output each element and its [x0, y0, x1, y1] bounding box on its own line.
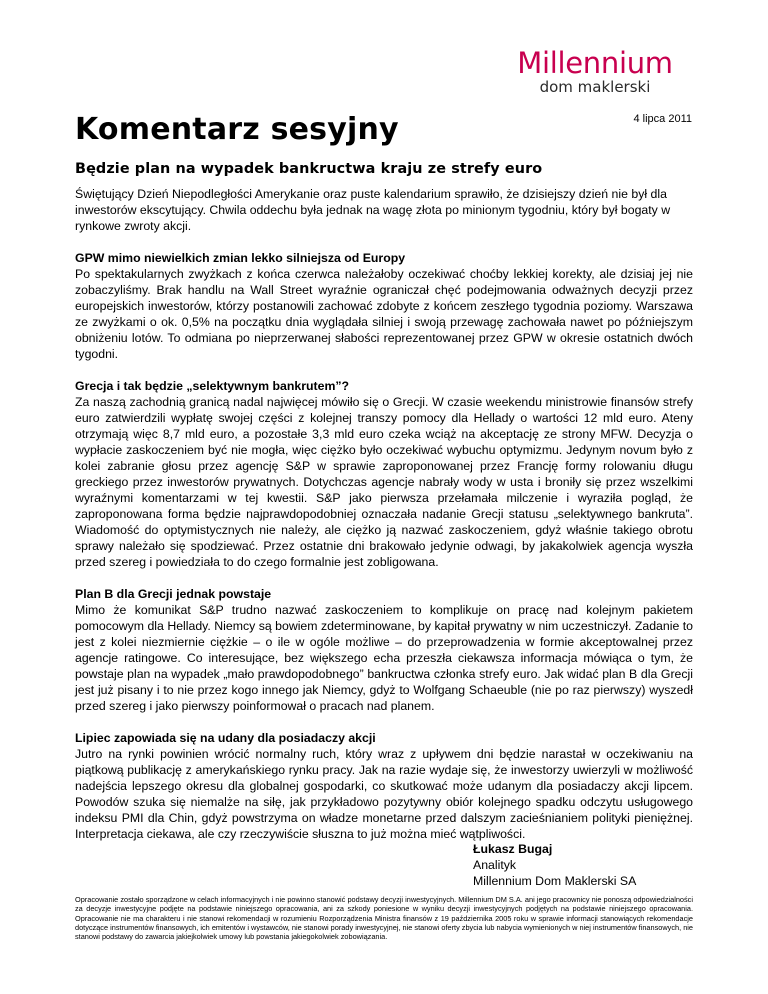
- document-title: Komentarz sesyjny: [75, 112, 399, 147]
- intro-paragraph: Świętujący Dzień Niepodległości Amerykanie oraz puste kalendarium sprawiło, że dzisiejszy dzień nie był dla inwestorów ekscytujący. Chwila oddechu była jednak na wagę złota po minionym tygodniu, który był bogaty w rynkowe zwroty akcji.: [75, 187, 671, 233]
- section-heading: Plan B dla Grecji jednak powstaje: [75, 587, 272, 601]
- brand-name: Millennium: [517, 46, 673, 80]
- section-paragraph: Mimo że komunikat S&P trudno nazwać zaskoczeniem to komplikuje on pracę nad kolejnym pakietem pomocowym dla Hellady. Niemcy są bowiem zdeterminowane, by kapitał prywatny w nim uczestniczył. Zadanie to jest z kolei niezmiernie ciężkie – o ile w ogóle możliwe – do przeprowadzenia w formie akceptowalnej przez agencje ratingowe. Co interesujące, bez większego echa przeszła ciekawsza informacja mówiąca o tym, że powstaje plan na wypadek „mało prawdopodobnego” bankructwa członka strefy euro. Jak widać plan B dla Grecji jest już pisany i to nie przez kogo innego jak Niemcy, gdyż to Wolfgang Schaeuble (nie po raz pierwszy) wyszedł przed szereg i jako pierwszy poinformował o pracach nad planem.: [75, 603, 693, 713]
- author-role: Analityk: [473, 858, 517, 872]
- brand-logo: [506, 48, 684, 96]
- author-signature: [473, 841, 636, 889]
- brand-subtitle: dom maklerski: [539, 78, 651, 96]
- section-plan-b: [75, 586, 693, 714]
- section-paragraph: Za naszą zachodnią granicą nadal najwięcej mówiło się o Grecji. W czasie weekendu ministrowie finansów strefy euro zatwierdzili wypłatę swojej części z kolejnej transzy pomocy dla Hellady o wartości 12 mld euro. Ateny otrzymają więc 8,7 mld euro, a pozostałe 3,3 mld euro czeka wciąż na akceptację ze strony MFW. Decyzja o wypłacie zaskoczeniem być nie mogła, więc ciężko było oczekiwać wybuchu optymizmu. Jedynym novum było z kolei zabranie głosu przez agencję S&P w sprawie zaproponowanej przez Francję formy rolowaniu długu greckiego przez inwestorów prywatnych. Dotychczas agencje nabrały wody w usta i broniły się przez wszelkimi wyraźnymi komentarzami w tej kwestii. S&P jako pierwsza przełamała milczenie i wyraziła pogląd, że zaproponowana forma będzie najprawdopodobniej oznaczała nadanie Grecji statusu „selektywnego bankruta”. Wiadomość do optymistycznych nie należy, ale ciężko ją nazwać zaskoczeniem, gdyż właśnie takiego obrotu sprawy należało się spodziewać. Przez ostatnie dni brakowało jedynie odwagi, by jakakolwiek agencja wyszła przed szereg i powiedziała to do czego formalnie jest zobligowana.: [75, 395, 693, 569]
- author-name: Łukasz Bugaj: [473, 842, 553, 856]
- article-body: [75, 186, 693, 842]
- author-company: Millennium Dom Maklerski SA: [473, 874, 637, 888]
- section-heading: Lipiec zapowiada się na udany dla posiadaczy akcji: [75, 731, 376, 745]
- section-grecja: [75, 378, 693, 570]
- section-paragraph: Jutro na rynki powinien wrócić normalny ruch, który wraz z upływem dni będzie narastał w oczekiwaniu na piątkową publikację z amerykańskiego rynku pracy. Jak na razie wydaje się, że inwestorzy uwierzyli w możliwość nadejścia lepszego okresu dla globalnej gospodarki, co skutkować może udanym dla posiadaczy akcji lipcem. Powodów szuka się niemalże na siłę, jak przykładowo pozytywny obiór kolejnego spadku odczytu usługowego indeksu PMI dla Chin, gdyż powstrzyma on władze monetarne przed dalszym zacieśnianiem polityki pieniężnej. Interpretacja ciekawa, ale czy rzeczywiście słuszna to już można mieć wątpliwości.: [75, 747, 693, 841]
- document-date: 4 lipca 2011: [633, 113, 692, 125]
- section-gpw: [75, 250, 693, 362]
- document-subtitle: Będzie plan na wypadek bankructwa kraju ze strefy euro: [75, 161, 543, 177]
- section-paragraph: Po spektakularnych zwyżkach z końca czerwca należałoby oczekiwać choćby lekkiej korekty, ale dzisiaj jej nie zobaczyliśmy. Brak handlu na Wall Street wyraźnie ograniczał chęć podejmowania odważnych decyzji przez europejskich inwestorów, którzy postanowili zachować zdobyte z końcem zeszłego tygodnia poziomy. Warszawa ze zwyżkami o ok. 0,5% na początku dnia wyglądała silniej i swoją przewagę zachowała nawet po późniejszym obniżeniu lotów. To odmiana po nieprzerwanej słabości reprezentowanej przez GPW w okresie ostatnich dwóch tygodni.: [75, 267, 693, 361]
- section-heading: Grecja i tak będzie „selektywnym bankrutem”?: [75, 379, 350, 393]
- legal-disclaimer: Opracowanie zostało sporządzone w celach informacyjnych i nie powinno stanowić podstawy decyzji inwestycyjnych. Millennium DM S.A. ani jego pracownicy nie ponoszą odpowiedzialności za decyzje inwestycyjne podjęte na podstawie niniejszego opracowania, ani za szkody poniesione w wyniku decyzji inwestycyjnych podjętych na podstawie niniejszego opracowania. Opracowanie nie ma charakteru i nie stanowi rekomendacji w rozumieniu Rozporządzenia Ministra finansów z 19 października 2005 roku w sprawie informacji stanowiących rekomendacje dotyczące instrumentów finansowych, ich emitentów i wystawców, nie stanowi porady inwestycyjnej, nie stanowi oferty zbycia lub nabycia wymienionych w niej instrumentów finansowych, nie stanowi podstawy do zawarcia jakiejkolwiek umowy lub powstania jakiegokolwiek zobowiązania.: [75, 895, 693, 942]
- section-lipiec: [75, 730, 693, 842]
- section-heading: GPW mimo niewielkich zmian lekko silniejsza od Europy: [75, 251, 406, 265]
